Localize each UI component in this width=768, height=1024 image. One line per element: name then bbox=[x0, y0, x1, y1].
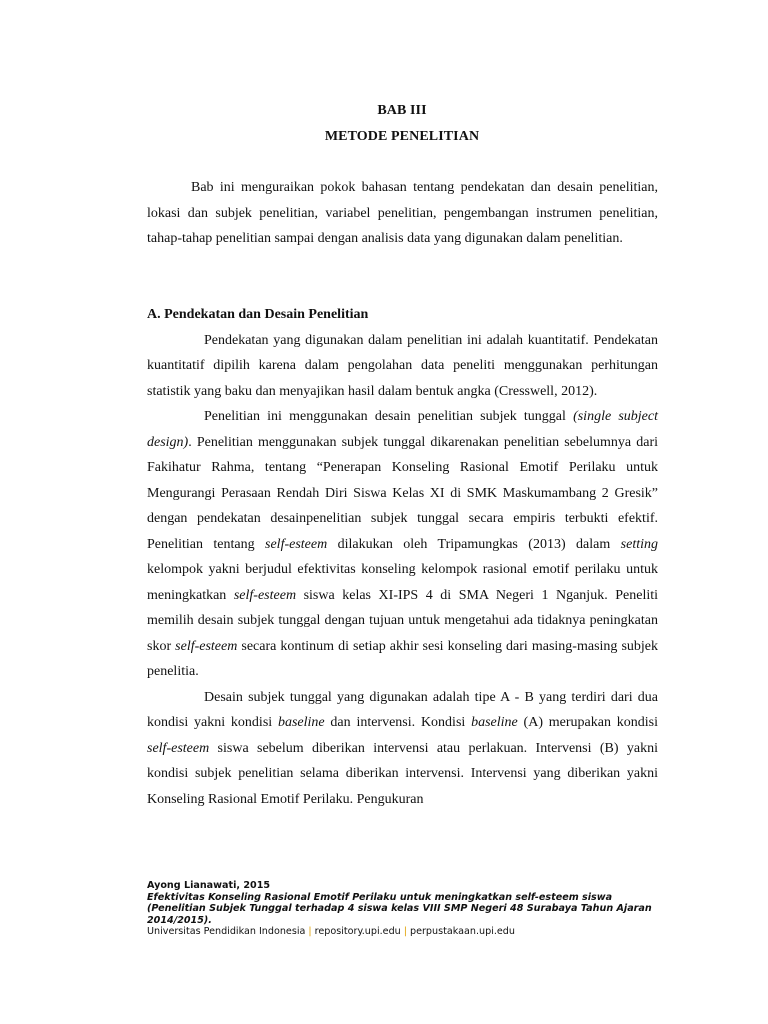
footer-author: Ayong Lianawati, 2015 bbox=[147, 880, 271, 891]
page-footer bbox=[147, 880, 667, 938]
footer-library-link[interactable]: perpustakaan.upi.edu bbox=[410, 926, 515, 937]
section-a-paragraph-2 bbox=[147, 404, 658, 685]
p2-italic-1: (single subject design) bbox=[147, 409, 658, 450]
p2-italic-5: self-esteem bbox=[175, 638, 238, 654]
footer-repository-link[interactable]: repository.upi.edu bbox=[314, 926, 401, 937]
p2-text-4: kelompok yakni berjudul efektivitas konseling kelompok rasional emotif perilaku untuk meningkatkan bbox=[147, 562, 658, 603]
p3-text-3: (A) merupakan kondisi bbox=[517, 715, 659, 730]
p3-italic-3: self-esteem bbox=[147, 740, 210, 756]
p3-text-4: siswa sebelum diberikan intervensi atau perlakuan. Intervensi (B) yakni kondisi subjek penelitian selama diberikan intervensi. Intervensi yang diberikan yakni Konseling Rasional Emotif Perilaku. Pengukuran bbox=[147, 740, 658, 807]
footer-institution: Universitas Pendidikan Indonesia bbox=[147, 926, 306, 937]
p2-text-1: Penelitian ini menggunakan desain penelitian subjek tunggal bbox=[204, 409, 574, 424]
chapter-title: METODE PENELITIAN bbox=[324, 129, 480, 144]
footer-thesis-title: Efektivitas Konseling Rasional Emotif Perilaku untuk meningkatkan self-esteem siswa (Penelitian Subjek Tunggal terhadap 4 siswa kelas VIII SMP Negeri 48 Surabaya Tahun Ajaran 2014/2015). bbox=[147, 891, 652, 926]
p2-italic-2: self-esteem bbox=[265, 536, 328, 552]
section-a-paragraph-3 bbox=[147, 685, 658, 813]
p2-italic-3: setting bbox=[620, 536, 658, 552]
p3-italic-2: baseline bbox=[471, 715, 518, 730]
intro-block bbox=[147, 175, 658, 252]
p2-italic-4: self-esteem bbox=[233, 587, 297, 603]
chapter-label: BAB III bbox=[377, 103, 427, 118]
p3-italic-1: baseline bbox=[277, 715, 325, 730]
p2-text-6: secara kontinum di setiap akhir sesi konseling dari masing-masing subjek penelitia. bbox=[147, 638, 658, 679]
section-a-paragraph-1: Pendekatan yang digunakan dalam penelitian ini adalah kuantitatif. Pendekatan kuantitatif dipilih karena dalam pengolahan data peneliti menggunakan perhitungan statistik yang baku dan menyajikan hasil dalam bentuk angka (Cresswell, 2012). bbox=[147, 332, 658, 399]
footer-separator-1: | bbox=[308, 926, 312, 937]
p2-text-2: . Penelitian menggunakan subjek tunggal dikarenakan penelitian sebelumnya dari Fakihatur Rahma, tentang “Penerapan Konseling Rasional Emotif Perilaku untuk Mengurangi Perasaan Rendah Diri Siswa Kelas XI di SMK Maskumambang 2 Gresik” dengan pendekatan desainpenelitian subjek tunggal secara empiris terbukti efektif. Penelitian tentang bbox=[147, 434, 658, 552]
p3-text-1: Desain subjek tunggal yang digunakan adalah tipe A - B yang terdiri dari dua kondisi yakni kondisi bbox=[147, 689, 658, 730]
p2-text-5: siswa kelas XI-IPS 4 di SMA Negeri 1 Nganjuk. Peneliti memilih desain subjek tunggal dengan tujuan untuk mengetahui ada tidaknya peningkatan skor bbox=[147, 587, 659, 654]
p3-text-2: dan intervensi. Kondisi bbox=[324, 715, 472, 730]
intro-paragraph: Bab ini menguraikan pokok bahasan tentang pendekatan dan desain penelitian, lokasi dan subjek penelitian, variabel penelitian, pengembangan instrumen penelitian, tahap-tahap penelitian sampai dengan analisis data yang digunakan dalam penelitian. bbox=[147, 180, 658, 246]
footer-separator-2: | bbox=[403, 926, 407, 937]
p2-text-3: dilakukan oleh Tripamungkas (2013) dalam bbox=[327, 536, 621, 552]
footer-links bbox=[147, 926, 667, 938]
section-a-heading: A. Pendekatan dan Desain Penelitian bbox=[147, 307, 369, 322]
section-a bbox=[147, 302, 658, 812]
